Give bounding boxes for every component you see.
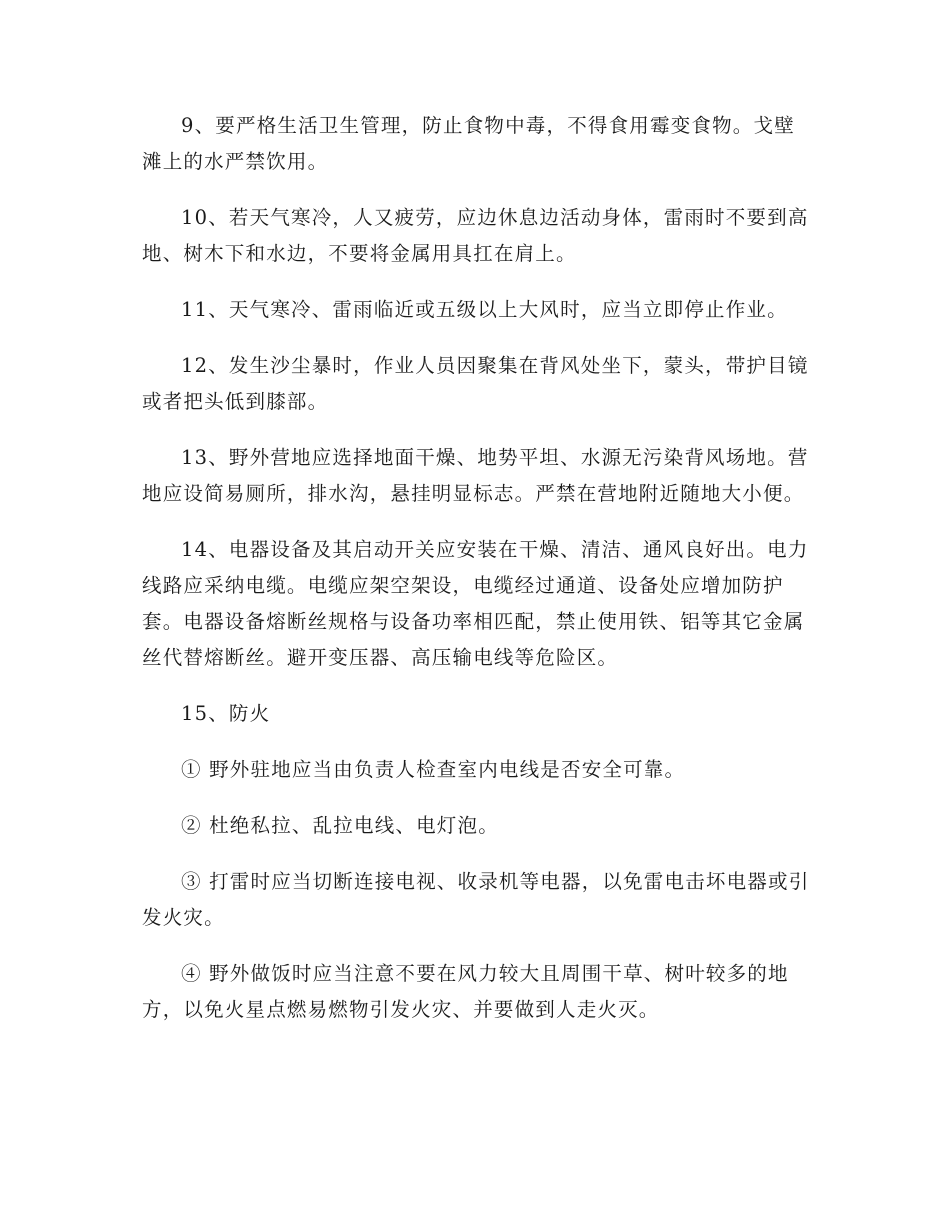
fire-item-4: ④ 野外做饭时应当注意不要在风力较大且周围干草、树叶较多的地方，以免火星点燃易燃物引发火灾、并要做到人走火灭。 (142, 962, 789, 1021)
paragraph-12: 12、发生沙尘暴时，作业人员因聚集在背风处坐下，蒙头，带护目镜或者把头低到膝部。 (142, 354, 809, 413)
paragraph-10: 10、若天气寒冷，人又疲劳，应边休息边活动身体，雷雨时不要到高地、树木下和水边，不要将金属用具扛在肩上。 (142, 206, 809, 265)
paragraph-13: 13、野外营地应选择地面干燥、地势平坦、水源无污染背风场地。营地应设简易厕所，排水沟，悬挂明显标志。严禁在营地附近随地大小便。 (142, 446, 809, 505)
paragraph-11: 11、天气寒冷、雷雨临近或五级以上大风时，应当立即停止作业。 (181, 298, 788, 321)
paragraph-14: 14、电器设备及其启动开关应安装在干燥、清洁、通风良好出。电力线路应采纳电缆。电缆应架空架设，电缆经过通道、设备处应增加防护套。电器设备熔断丝规格与设备功率相匹配，禁止使用铁、铝等其它金属丝代替熔断丝。避开变压器、高压输电线等危险区。 (142, 538, 809, 669)
paragraph-15-heading: 15、防火 (181, 702, 271, 725)
fire-item-1: ① 野外驻地应当由负责人检查室内电线是否安全可靠。 (181, 758, 686, 781)
fire-item-3: ③ 打雷时应当切断连接电视、收录机等电器，以免雷电击坏电器或引发火灾。 (142, 870, 810, 929)
paragraph-9: 9、要严格生活卫生管理，防止食物中毒，不得食用霉变食物。戈壁滩上的水严禁饮用。 (142, 114, 795, 173)
document-page (142, 108, 812, 1048)
fire-item-2: ② 杜绝私拉、乱拉电线、电灯泡。 (181, 814, 499, 837)
